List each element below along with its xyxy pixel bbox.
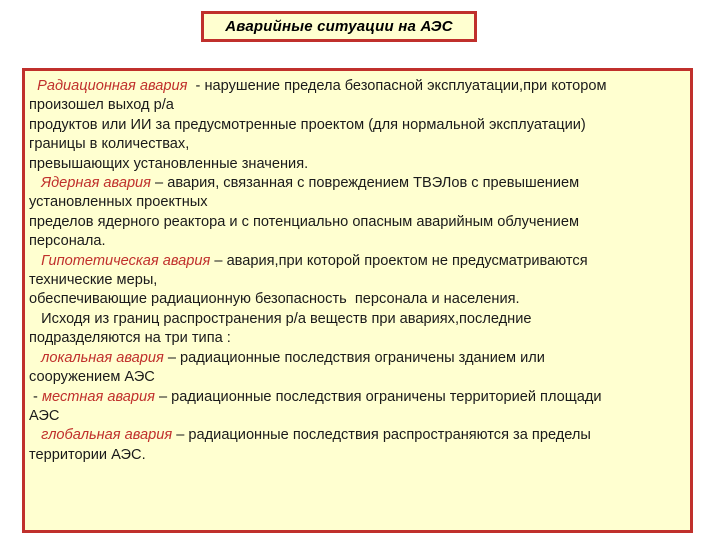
- text-line: пределов ядерного реактора и с потенциально опасным аварийным облучением: [29, 213, 579, 230]
- text-line: подразделяются на три типа :: [29, 330, 231, 347]
- text-line: обеспечивающие радиационную безопасность персонала и населения.: [29, 291, 520, 308]
- text-line: Гипотетическая авария – авария,при которой проектом не предусматриваются: [41, 252, 588, 269]
- text-line: границы в количествах,: [29, 136, 190, 153]
- content-text-box: [22, 68, 693, 533]
- term-nuclear-accident: Ядерная авария: [41, 175, 151, 192]
- text-line: АЭС: [29, 407, 60, 424]
- slide-title-box: [201, 11, 477, 42]
- term-global-accident: глобальная авария: [41, 427, 173, 444]
- text-line: произошел выход р/а: [29, 97, 174, 114]
- term-local-accident: локальная авария: [41, 349, 164, 366]
- text-line: превышающих установленные значения.: [29, 155, 309, 172]
- text-line: Радиационная авария - нарушение предела безопасной эксплуатации,при котором: [37, 78, 607, 94]
- term-hypothetical-accident: Гипотетическая авария: [41, 252, 211, 269]
- text-line: - местная авария – радиационные последствия ограничены территорией площади: [29, 388, 602, 405]
- term-site-accident: местная авария: [41, 388, 155, 405]
- text-line: установленных проектных: [29, 194, 208, 211]
- text-line: территории АЭС.: [29, 446, 146, 463]
- text-line: Исходя из границ распространения р/а веществ при авариях,последние: [41, 310, 532, 327]
- text-line: персонала.: [29, 233, 106, 250]
- text-line: глобальная авария – радиационные последствия распространяются за пределы: [41, 427, 591, 444]
- text-line: продуктов или ИИ за предусмотренные проектом (для нормальной эксплуатации): [29, 116, 586, 133]
- text-line: технические меры,: [29, 272, 158, 289]
- text-line: локальная авария – радиационные последствия ограничены зданием или: [41, 349, 545, 366]
- term-radiation-accident: Радиационная авария: [37, 78, 188, 94]
- slide-title: Аварийные ситуации на АЭС: [225, 18, 453, 35]
- text-line: сооружением АЭС: [29, 369, 155, 386]
- text-line: Ядерная авария – авария, связанная с повреждением ТВЭЛов с превышением: [41, 175, 580, 192]
